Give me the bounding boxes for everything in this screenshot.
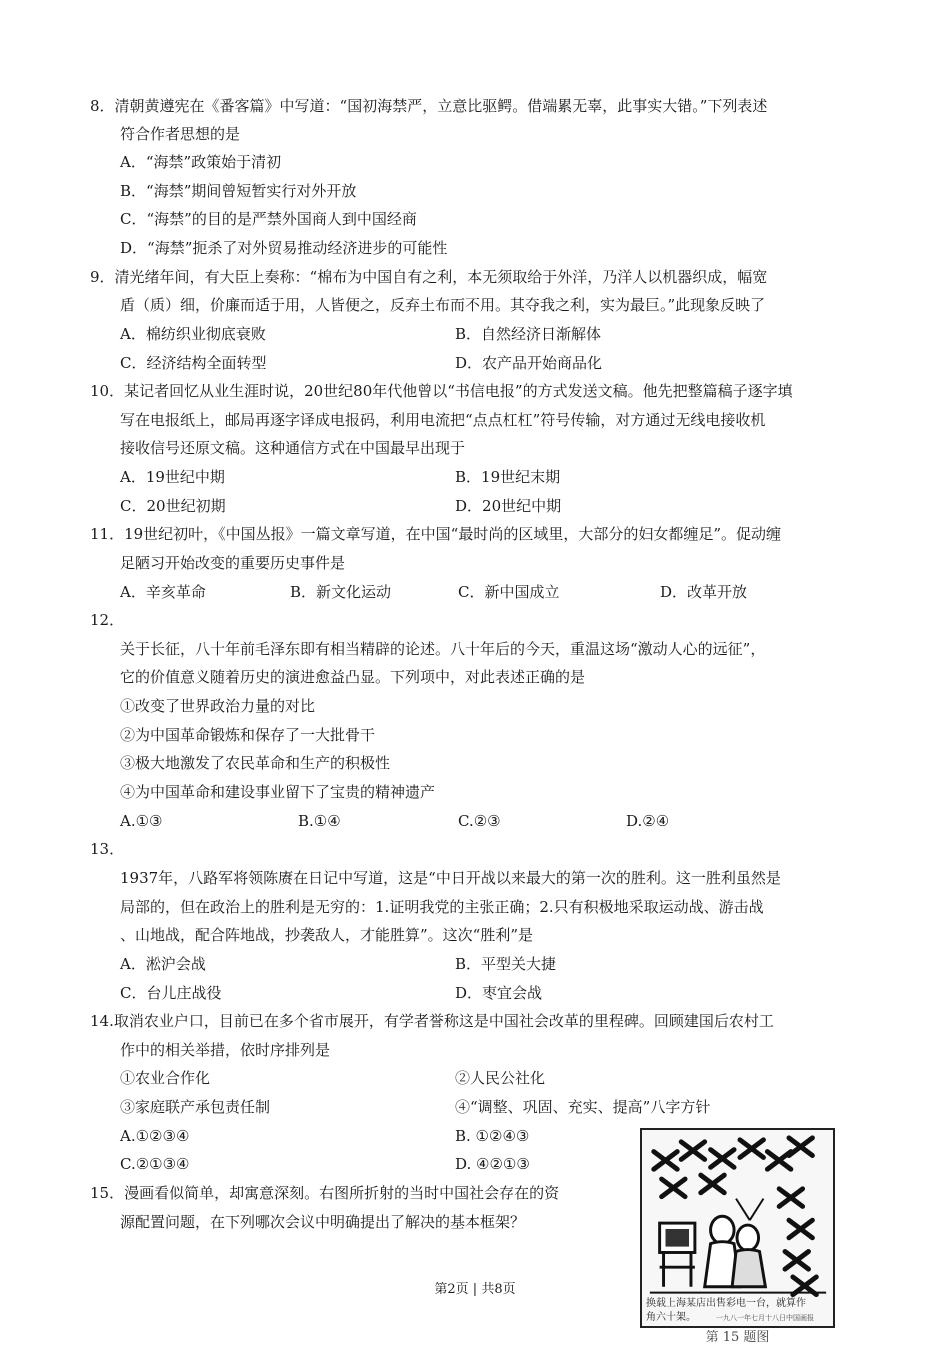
q9-stem: 盾（质）细，价廉而适于用，人皆便之，反弃土布而不用。其夺我之利，实为最巨。”此现象反映了 [120,296,766,314]
q12-statement-2: ②为中国革命锻炼和保存了一大批骨干 [120,726,376,744]
q11-stem: 11．19世纪初叶，《中国丛报》一篇文章写道，在中国“最时尚的区域里，大部分的妇女都缠足”。促动缠 [90,525,782,543]
q13-option-a: A．淞沪会战 [120,955,206,973]
q10-stem: 写在电报纸上，邮局再逐字译成电报码，利用电流把“点点杠杠”符号传输，对方通过无线电接收机 [120,411,766,429]
q12-option-c: C.②③ [458,812,501,830]
q11-option-a: A．辛亥革命 [120,583,206,601]
cartoon-caption: 换载上海某店出售彩电一台，就算作 [646,1298,806,1309]
q8-option-c: C．“海禁”的目的是严禁外国商人到中国经商 [120,210,417,228]
q8-stem: 符合作者思想的是 [120,125,241,143]
q9-option-c: C．经济结构全面转型 [120,354,267,372]
q14-stem: 14.取消农业户口，目前已在多个省市展开，有学者誉称这是中国社会改革的里程碑。回顾建国后农村工 [90,1012,774,1030]
q14-option-a: A.①②③④ [120,1127,190,1145]
q13-stem: 、山地战，配合阵地战，抄袭敌人，才能胜算”。这次“胜利”是 [120,926,534,944]
q10-option-b: B．19世纪末期 [455,468,561,486]
q14-statement-4: ④“调整、巩固、充实、提高”八字方针 [455,1098,711,1116]
page-footer: 第2页 | 共8页 [434,1282,516,1297]
q15-stem: 15．漫画看似简单，却寓意深刻。右图所折射的当时中国社会存在的资 [90,1184,560,1202]
q9-option-b: B．自然经济日渐解体 [455,325,602,343]
q12-option-b: B.①④ [298,812,341,830]
q11-option-c: C．新中国成立 [458,583,560,601]
q13-stem: 局部的，但在政治上的胜利是无穷的：1.证明我党的主张正确；2.只有积极地采取运动战、游击战 [120,898,764,916]
q8-stem: 8．清朝黄遵宪在《番客篇》中写道：“国初海禁严，立意比驱鳄。借端累无辜，此事实大错。”下列表述 [90,97,768,115]
q14-stem: 作中的相关举措，依时序排列是 [120,1041,331,1059]
q11-option-d: D．改革开放 [660,583,748,601]
q10-stem: 10．某记者回忆从业生涯时说，20世纪80年代他曾以“书信电报”的方式发送文稿。他先把整篇稿子逐字填 [90,382,793,400]
q12-statement-1: ①改变了世界政治力量的对比 [120,697,316,715]
q13-option-c: C．台儿庄战役 [120,984,222,1002]
q14-option-b: B. ①②④③ [455,1127,530,1145]
q8-option-d: D．“海禁”扼杀了对外贸易推动经济进步的可能性 [120,239,448,257]
q14-statement-1: ①农业合作化 [120,1069,211,1087]
q12-stem: 它的价值意义随着历史的演进愈益凸显。下列项中，对此表述正确的是 [120,668,586,686]
q13-stem: 1937年，八路军将领陈赓在日记中写道，这是“中日开战以来最大的第一次的胜利。这一胜利虽然是 [120,869,781,887]
q12-statement-3: ③极大地激发了农民革命和生产的积极性 [120,754,391,772]
q9-stem: 9．清光绪年间，有大臣上奏称：“棉布为中国自有之利，本无须取给于外洋，乃洋人以机器织成，幅宽 [90,268,768,286]
q12-stem: 关于长征，八十年前毛泽东即有相当精辟的论述。八十年后的今天，重温这场“激动人心的远征”， [120,640,766,658]
q8-option-b: B．“海禁”期间曾短暂实行对外开放 [120,182,357,200]
cartoon-caption-end: 角六十架。 [646,1312,696,1323]
q10-stem: 接收信号还原文稿。这种通信方式在中国最早出现于 [120,439,466,457]
q13-option-b: B．平型关大捷 [455,955,557,973]
q14-statement-2: ②人民公社化 [455,1069,546,1087]
q13-number: 13． [90,840,125,858]
q15-stem: 源配置问题，在下列哪次会议中明确提出了解决的基本框架？ [120,1213,526,1231]
q14-statement-3: ③家庭联产承包责任制 [120,1098,271,1116]
cartoon-source: 一九八一年七月十八日中国画报 [716,1314,814,1322]
q12-statement-4: ④为中国革命和建设事业留下了宝贵的精神遗产 [120,783,436,801]
q10-option-d: D．20世纪中期 [455,497,562,515]
q13-option-d: D．枣宜会战 [455,984,543,1002]
q14-option-d: D. ④②①③ [455,1155,530,1173]
q9-option-a: A．棉纺织业彻底衰败 [120,325,266,343]
q11-stem: 足陋习开始改变的重要历史事件是 [120,554,346,572]
q14-option-c: C.②①③④ [120,1155,190,1173]
q10-option-a: A．19世纪中期 [120,468,225,486]
q11-option-b: B．新文化运动 [290,583,392,601]
q15-cartoon-figure [640,1128,835,1328]
q12-option-a: A.①③ [120,812,163,830]
q9-option-d: D．农产品开始商品化 [455,354,603,372]
q8-option-a: A．“海禁”政策始于清初 [120,153,282,171]
q12-number: 12． [90,611,125,629]
q10-option-c: C．20世纪初期 [120,497,226,515]
q12-option-d: D.②④ [626,812,670,830]
figure-label: 第 15 题图 [705,1330,770,1345]
